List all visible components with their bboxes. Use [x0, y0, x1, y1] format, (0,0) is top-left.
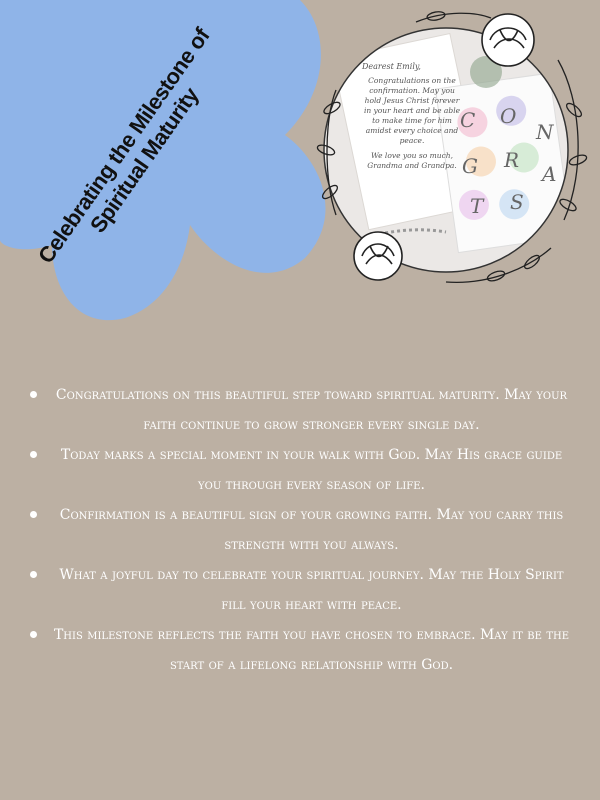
congrats-letters: [452, 100, 562, 230]
card-message: [362, 62, 462, 176]
bullet-dot: [30, 451, 37, 458]
list-item-text: What a joyful day to celebrate your spiritual journey. May the Holy Spirit fill your heart with peace.: [59, 567, 564, 613]
congrats-letter: T: [470, 194, 484, 218]
congrats-letter: G: [462, 154, 478, 178]
bullet-dot: [30, 511, 37, 518]
list-item: [28, 500, 573, 560]
congrats-letter: N: [536, 120, 554, 144]
card-body: Congratulations on the confirmation. May you hold Jesus Christ forever in your heart and be able to make time for him amidst every choice and peace.: [363, 76, 461, 145]
congrats-letter: O: [500, 104, 517, 128]
bullet-dot: [30, 391, 37, 398]
list-item-text: Confirmation is a beautiful sign of your growing faith. May you carry this strength with you always.: [59, 507, 564, 553]
congrats-letter: S: [510, 190, 524, 214]
card-greeting: Dearest Emily,: [362, 62, 421, 71]
congrats-letter: C: [460, 108, 476, 132]
list-item-text: This milestone reflects the faith you have chosen to embrace. May it be the start of a lifelong relationship with God.: [53, 627, 570, 673]
list-item: [28, 620, 573, 680]
list-item: [28, 380, 573, 440]
card-closing: We love you so much, Grandma and Grandpa.: [367, 151, 457, 170]
list-item: [28, 440, 573, 500]
list-item: [28, 560, 573, 620]
bullet-dot: [30, 631, 37, 638]
congrats-letter: R: [504, 148, 520, 172]
message-list: [28, 380, 573, 680]
list-item-text: Congratulations on this beautiful step toward spiritual maturity. May your faith continue to grow stronger every single day.: [55, 387, 568, 433]
blue-flower-shape: [0, 0, 340, 340]
congrats-letter: A: [542, 162, 557, 186]
page-title: Celebrating the Milestone of Spiritual Maturity: [33, 23, 215, 268]
list-item-text: Today marks a special moment in your walk with God. May His grace guide you through every season of life.: [60, 447, 563, 493]
bullet-dot: [30, 571, 37, 578]
